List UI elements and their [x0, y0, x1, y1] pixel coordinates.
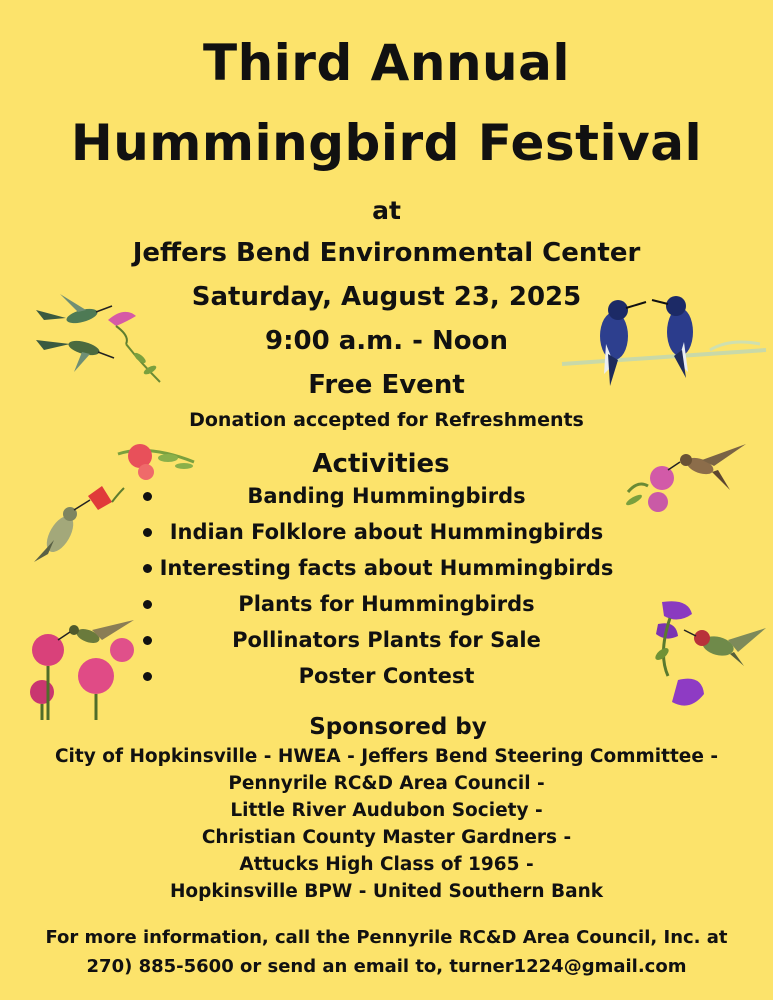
blue-hummingbird-icon — [652, 296, 693, 378]
hummingbird-icon — [36, 338, 114, 372]
sponsor-line: Hopkinsville BPW - United Southern Bank — [169, 881, 604, 902]
bee-balm-flower-icon — [30, 634, 134, 720]
title-line-2: Hummingbird Festival — [70, 114, 703, 172]
activities-heading: Activities — [312, 449, 450, 479]
sponsor-line: Little River Audubon Society - — [230, 800, 543, 821]
blue-hummingbirds-image — [560, 294, 768, 388]
footer-line-2: 270) 885-5600 or send an email to, turner1224@gmail.com — [86, 956, 687, 977]
activity-text: Pollinators Plants for Sale — [232, 628, 541, 652]
at-text: at — [372, 196, 401, 225]
event-date: Saturday, August 23, 2025 — [191, 282, 582, 312]
activity-text: Banding Hummingbirds — [247, 484, 526, 508]
sponsor-line: Christian County Master Gardners - — [201, 827, 572, 848]
sponsor-line: Pennyrile RC&D Area Council - — [228, 773, 545, 794]
purple-flower-icon — [653, 601, 704, 705]
free-event: Free Event — [308, 370, 465, 400]
sponsors-heading: Sponsored by — [309, 714, 487, 740]
activity-text: Interesting facts about Hummingbirds — [159, 556, 614, 580]
thistle-flower-icon — [625, 466, 674, 512]
event-time: 9:00 a.m. - Noon — [264, 326, 508, 356]
hummingbird-purple-flowers-image — [648, 594, 768, 722]
hummingbird-bee-balm-image — [22, 620, 142, 720]
donation-note: Donation accepted for Refreshments — [189, 409, 584, 431]
hummingbird-icon — [668, 444, 746, 490]
hummingbird-icon — [684, 628, 766, 666]
activity-text: Poster Contest — [298, 664, 475, 688]
venue: Jeffers Bend Environmental Center — [132, 238, 641, 268]
sponsor-line: City of Hopkinsville - HWEA - Jeffers Bend Steering Committee - — [54, 746, 719, 767]
blue-hummingbird-icon — [600, 300, 646, 386]
sponsor-line: Attucks High Class of 1965 - — [239, 854, 534, 875]
hummingbird-red-flowers-image — [28, 444, 196, 568]
hummingbirds-pink-flower-image — [30, 292, 164, 386]
activity-text: Indian Folklore about Hummingbirds — [169, 520, 604, 544]
footer-line-1: For more information, call the Pennyrile RC&D Area Council, Inc. at — [45, 927, 728, 948]
pink-flower-icon — [108, 312, 160, 382]
hummingbird-thistle-image — [618, 440, 754, 526]
activity-text: Plants for Hummingbirds — [238, 592, 535, 616]
title-line-1: Third Annual — [202, 34, 571, 92]
hummingbird-icon — [34, 500, 90, 562]
hummingbird-icon — [36, 294, 112, 326]
